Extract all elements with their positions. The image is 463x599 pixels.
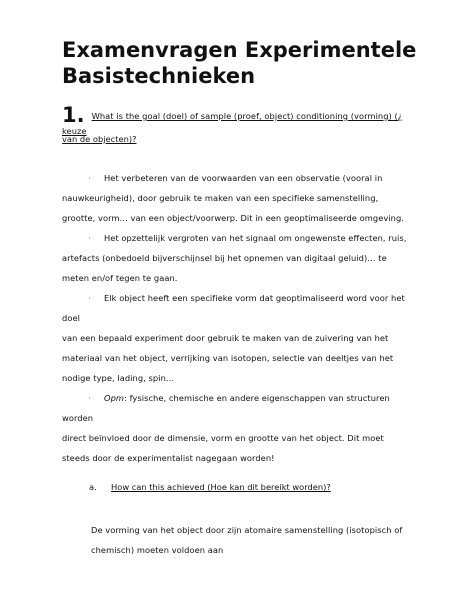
question-number: 1. <box>62 103 85 127</box>
bullet-line: materiaal van het object, verrijking van isotopen, selectie van deeltjes van het <box>62 353 394 363</box>
bullet-line: grootte, vorm… van een object/voorwerp. Dit in een geoptimaliseerde omgeving. <box>62 213 404 223</box>
sub-question-marker: a. <box>89 482 97 492</box>
bullet-line: : fysische, chemische en andere eigenschappen van structuren worden <box>62 393 390 423</box>
title-line-1: Examenvragen Experimentele <box>62 38 417 62</box>
bullet-line: van een bepaald experiment door gebruik te maken van de zuivering van het <box>62 333 389 343</box>
bullet-list <box>62 168 422 468</box>
bullet-line: Het opzettelijk vergroten van het signaal om ongewenste effecten, ruis, <box>104 233 407 243</box>
question-1 <box>62 104 422 137</box>
answer-line-2: chemisch) moeten voldoen aan <box>91 545 224 555</box>
bullet-line: Elk object heeft een specifieke vorm dat geoptimaliseerd word voor het doel <box>62 293 405 323</box>
question-text-line-1: What is the goal (doel) of sample (proef, object) conditioning (vorming) (¿ keuze <box>62 111 403 136</box>
sub-question-a <box>89 482 331 492</box>
opm-label: Opm <box>104 393 125 403</box>
bullet-marker: · <box>88 173 91 183</box>
answer-line-1: De vorming van het object door zijn atomaire samenstelling (isotopisch of <box>91 525 403 535</box>
document-title <box>62 37 422 89</box>
bullet-item <box>62 288 422 328</box>
question-text-line-2: van de objecten)? <box>62 134 137 144</box>
answer-paragraph <box>91 520 411 560</box>
bullet-marker: · <box>88 393 91 403</box>
bullet-marker: · <box>88 233 91 243</box>
bullet-line: steeds door de experimentalist nagegaan worden! <box>62 453 275 463</box>
bullet-item <box>62 168 422 188</box>
bullet-line: Het verbeteren van de voorwaarden van een observatie (vooral in <box>104 173 383 183</box>
bullet-line: artefacts (onbedoeld bijverschijnsel bij het opnemen van digitaal geluid)… te <box>62 253 387 263</box>
bullet-line: nodige type, lading, spin… <box>62 373 175 383</box>
title-line-2: Basistechnieken <box>62 64 256 88</box>
sub-question-text: How can this achieved (Hoe kan dit bereikt worden)? <box>111 482 331 492</box>
bullet-item <box>62 388 422 428</box>
bullet-marker: · <box>88 293 91 303</box>
bullet-line: meten en/of tegen te gaan. <box>62 273 178 283</box>
bullet-line: nauwkeurigheid), door gebruik te maken van een specifieke samenstelling, <box>62 193 379 203</box>
bullet-line: direct beïnvloed door de dimensie, vorm en grootte van het object. Dit moet <box>62 433 384 443</box>
bullet-item <box>62 228 422 248</box>
